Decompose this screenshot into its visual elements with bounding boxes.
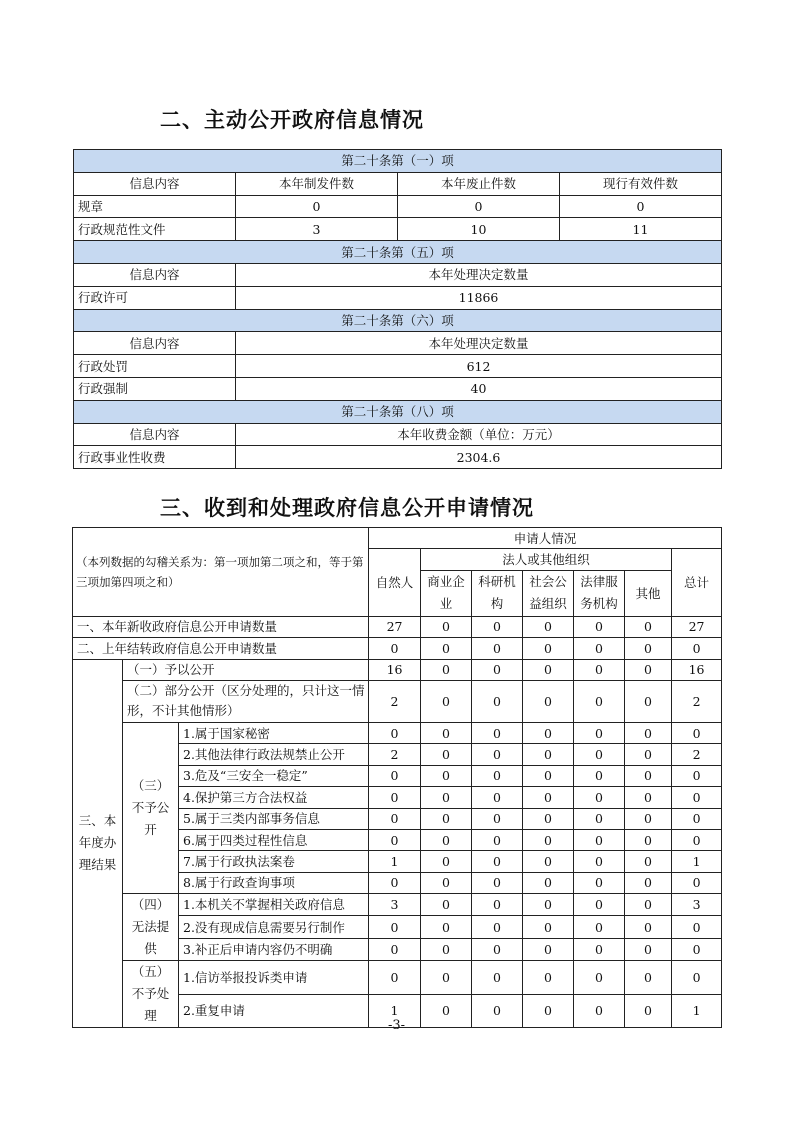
table-row [74,241,722,264]
row-label: （一）予以公开 [123,659,369,680]
cell-value: 0 [472,894,523,916]
article-5-header: 第二十条第（五）项 [74,241,722,264]
column-header: 其他 [625,570,672,616]
cell-value: 3 [369,894,421,916]
cell-value: 1 [672,994,722,1028]
subgroup-label: （三）不予公开 [123,722,179,893]
table-row [74,172,722,195]
cell-value: 0 [421,851,472,872]
section-2-title: 二、主动公开政府信息情况 [160,108,424,132]
cell-value: 0 [625,638,672,659]
cell-value: 0 [369,808,421,829]
cell-value: 0 [369,765,421,786]
cell-value: 0 [472,765,523,786]
cell-value: 0 [672,916,722,938]
row-label: 6.属于四类过程性信息 [179,829,369,850]
cell-value: 0 [625,616,672,637]
row-label: 7.属于行政执法案卷 [179,851,369,872]
cell-value: 10 [398,218,560,241]
column-header: 现行有效件数 [560,172,722,195]
cell-value: 0 [523,872,574,893]
row-label: 8.属于行政查询事项 [179,872,369,893]
cell-value: 0 [625,994,672,1028]
cell-value: 0 [421,680,472,722]
cell-value: 0 [625,916,672,938]
cell-value: 0 [472,787,523,808]
cell-value: 0 [421,765,472,786]
cell-value: 0 [574,808,625,829]
cell-value: 0 [672,765,722,786]
cell-value: 0 [574,616,625,637]
cell-value: 0 [369,916,421,938]
row-label: 5.属于三类内部事务信息 [179,808,369,829]
row-label: 行政处罚 [74,355,236,378]
cell-value: 0 [421,872,472,893]
cell-value: 0 [472,829,523,850]
table-row [74,286,722,309]
cell-value: 0 [472,680,523,722]
cell-value: 0 [421,616,472,637]
cell-value: 0 [472,994,523,1028]
cell-value: 0 [369,638,421,659]
cell-value: 0 [625,744,672,765]
column-header: 本年废止件数 [398,172,560,195]
cell-value: 0 [625,851,672,872]
applicant-header: 申请人情况 [369,528,722,549]
table-row [73,616,722,637]
cell-value: 0 [574,961,625,995]
column-header: 本年处理决定数量 [236,332,722,355]
cell-value: 2 [369,744,421,765]
table-row [74,218,722,241]
cell-value: 0 [369,938,421,960]
row-label: 3.危及“三安全一稳定” [179,765,369,786]
row-label: 4.保护第三方合法权益 [179,787,369,808]
page-number: -3- [387,1018,406,1033]
cell-value: 2 [672,680,722,722]
legal-entity-header: 法人或其他组织 [421,549,672,570]
cell-value: 0 [369,872,421,893]
column-header: 商业企业 [421,570,472,616]
section-3-title: 三、收到和处理政府信息公开申请情况 [160,496,534,520]
cell-value: 0 [523,961,574,995]
cell-value: 0 [574,659,625,680]
table-row [73,638,722,659]
article-8-header: 第二十条第（八）项 [74,400,722,423]
cell-value: 0 [574,851,625,872]
cell-value: 0 [625,659,672,680]
table-row [74,423,722,446]
cell-value: 0 [421,894,472,916]
column-header: 信息内容 [74,263,236,286]
table-row [73,722,722,743]
cell-value: 1 [369,851,421,872]
cell-value: 11 [560,218,722,241]
table-row [74,355,722,378]
row-label: 3.补正后申请内容仍不明确 [179,938,369,960]
cell-value: 0 [574,638,625,659]
cell-value: 0 [421,961,472,995]
row-label: 1.信访举报投诉类申请 [179,961,369,995]
column-header: 法律服务机构 [574,570,625,616]
cell-value: 0 [574,894,625,916]
cell-value: 40 [236,377,722,400]
row-label: 行政强制 [74,377,236,400]
cell-value: 0 [523,616,574,637]
row-label: 2.其他法律行政法规禁止公开 [179,744,369,765]
row-label: 行政许可 [74,286,236,309]
cell-value: 0 [574,765,625,786]
cell-value: 0 [574,872,625,893]
row-label: 一、本年新收政府信息公开申请数量 [73,616,369,637]
cell-value: 0 [672,872,722,893]
cell-value: 0 [625,938,672,960]
table-row [73,961,722,995]
cell-value: 0 [672,638,722,659]
proactive-disclosure-table [73,149,722,469]
table-row [73,680,722,722]
cell-value: 0 [672,829,722,850]
cell-value: 1 [369,994,421,1028]
cell-value: 3 [236,218,398,241]
application-handling-table [72,527,722,1028]
cell-value: 0 [472,638,523,659]
column-header: 本年制发件数 [236,172,398,195]
cell-value: 0 [421,938,472,960]
cell-value: 0 [523,659,574,680]
cell-value: 612 [236,355,722,378]
cell-value: 0 [421,744,472,765]
table-row [74,263,722,286]
cell-value: 0 [523,808,574,829]
cell-value: 0 [523,638,574,659]
cell-value: 0 [369,787,421,808]
cell-value: 0 [625,961,672,995]
cell-value: 0 [625,894,672,916]
cell-value: 0 [523,894,574,916]
cell-value: 0 [421,659,472,680]
cell-value: 0 [472,659,523,680]
table-row [73,528,722,549]
table-row [74,400,722,423]
total-header: 总计 [672,549,722,616]
cell-value: 0 [472,961,523,995]
cell-value: 0 [398,195,560,218]
cell-value: 0 [523,744,574,765]
table-row [74,332,722,355]
cell-value: 0 [625,787,672,808]
column-header: 社会公益组织 [523,570,574,616]
column-header: 信息内容 [74,423,236,446]
cell-value: 0 [421,994,472,1028]
cell-value: 0 [672,961,722,995]
cell-value: 0 [523,787,574,808]
cell-value: 0 [421,808,472,829]
subgroup-label: （四）无法提供 [123,894,179,961]
cell-value: 0 [625,829,672,850]
cell-value: 0 [523,722,574,743]
cell-value: 0 [625,808,672,829]
cell-value: 0 [523,938,574,960]
cell-value: 0 [560,195,722,218]
table-row [74,195,722,218]
cell-value: 16 [672,659,722,680]
cell-value: 0 [574,787,625,808]
cell-value: 0 [369,961,421,995]
column-header: 本年收费金额（单位：万元） [236,423,722,446]
cell-value: 0 [236,195,398,218]
cell-value: 0 [625,872,672,893]
cell-value: 0 [672,808,722,829]
table-row [73,894,722,916]
cell-value: 2 [369,680,421,722]
cell-value: 0 [472,616,523,637]
cell-value: 3 [672,894,722,916]
cell-value: 2 [672,744,722,765]
cell-value: 0 [421,638,472,659]
cell-value: 0 [574,916,625,938]
cell-value: 0 [472,808,523,829]
table-row [74,377,722,400]
cell-value: 0 [574,744,625,765]
cell-value: 0 [625,722,672,743]
reconciliation-note: （本列数据的勾稽关系为：第一项加第二项之和，等于第三项加第四项之和） [73,528,369,617]
cell-value: 0 [369,829,421,850]
cell-value: 0 [472,916,523,938]
cell-value: 0 [574,829,625,850]
results-group-label: 三、本年度办理结果 [73,659,123,1028]
cell-value: 11866 [236,286,722,309]
table-row [74,309,722,332]
column-header: 信息内容 [74,172,236,195]
cell-value: 0 [574,722,625,743]
cell-value: 0 [523,851,574,872]
row-label: 二、上年结转政府信息公开申请数量 [73,638,369,659]
cell-value: 0 [672,938,722,960]
article-6-header: 第二十条第（六）项 [74,309,722,332]
cell-value: 0 [472,872,523,893]
table-row [73,659,722,680]
column-header: 本年处理决定数量 [236,263,722,286]
cell-value: 0 [672,722,722,743]
table-row [74,446,722,469]
cell-value: 0 [574,994,625,1028]
row-label: 行政规范性文件 [74,218,236,241]
cell-value: 1 [672,851,722,872]
row-label: （二）部分公开（区分处理的，只计这一情形，不计其他情形） [123,680,369,722]
row-label: 1.属于国家秘密 [179,722,369,743]
cell-value: 0 [472,722,523,743]
cell-value: 0 [421,916,472,938]
cell-value: 0 [523,994,574,1028]
cell-value: 0 [523,829,574,850]
cell-value: 27 [672,616,722,637]
cell-value: 0 [472,938,523,960]
cell-value: 0 [574,680,625,722]
cell-value: 0 [625,765,672,786]
cell-value: 0 [421,722,472,743]
natural-person-header: 自然人 [369,549,421,616]
cell-value: 0 [625,680,672,722]
row-label: 行政事业性收费 [74,446,236,469]
row-label: 2.重复申请 [179,994,369,1028]
cell-value: 0 [421,829,472,850]
cell-value: 0 [472,851,523,872]
column-header: 科研机构 [472,570,523,616]
row-label: 规章 [74,195,236,218]
table-row [74,150,722,173]
cell-value: 0 [472,744,523,765]
column-header: 信息内容 [74,332,236,355]
cell-value: 0 [421,787,472,808]
cell-value: 0 [574,938,625,960]
cell-value: 2304.6 [236,446,722,469]
cell-value: 0 [369,722,421,743]
subgroup-label: （五）不予处理 [123,961,179,1028]
row-label: 1.本机关不掌握相关政府信息 [179,894,369,916]
cell-value: 27 [369,616,421,637]
cell-value: 0 [523,680,574,722]
article-1-header: 第二十条第（一）项 [74,150,722,173]
row-label: 2.没有现成信息需要另行制作 [179,916,369,938]
cell-value: 0 [672,787,722,808]
cell-value: 16 [369,659,421,680]
cell-value: 0 [523,765,574,786]
cell-value: 0 [523,916,574,938]
